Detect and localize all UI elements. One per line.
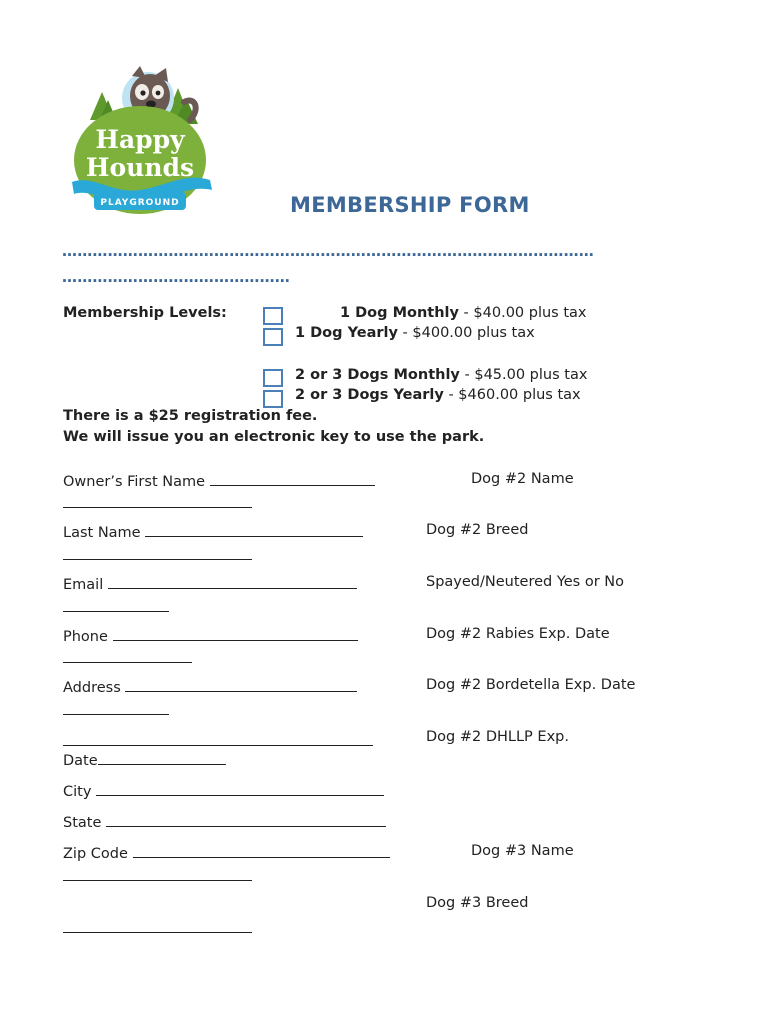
email-field[interactable]: Email xyxy=(63,574,357,593)
first-name-field[interactable]: Owner’s First Name xyxy=(63,471,375,490)
city-field[interactable]: City xyxy=(63,781,384,800)
extra-blank-line[interactable] xyxy=(63,932,252,933)
membership-levels-label: Membership Levels: xyxy=(63,305,227,321)
checkbox-1-dog-yearly[interactable] xyxy=(263,328,283,346)
dog2-bordetella-label: Dog #2 Bordetella Exp. Date xyxy=(426,677,636,693)
address-field[interactable]: Address xyxy=(63,677,357,696)
logo-line-2: Hounds xyxy=(85,153,195,182)
dotted-divider-2: ……………………………………… xyxy=(62,268,290,286)
dog2-dhllp-label: Dog #2 DHLLP Exp. xyxy=(426,729,569,745)
last-name-field[interactable]: Last Name xyxy=(63,522,363,541)
dog2-breed-label: Dog #2 Breed xyxy=(426,522,529,538)
level-1-dog-monthly: 1 Dog Monthly - $40.00 plus tax xyxy=(340,305,587,321)
last-name-continuation-line[interactable] xyxy=(63,559,252,560)
date-field[interactable]: Date xyxy=(63,750,226,769)
registration-fee-note: There is a $25 registration fee. xyxy=(63,408,318,424)
electronic-key-note: We will issue you an electronic key to use the park. xyxy=(63,429,485,445)
logo-subtitle: PLAYGROUND xyxy=(100,198,180,208)
spayed-neutered-label: Spayed/Neutered Yes or No xyxy=(426,574,625,590)
address-continuation-line[interactable] xyxy=(63,714,169,715)
dog3-name-label: Dog #3 Name xyxy=(471,843,574,859)
state-field[interactable]: State xyxy=(63,812,386,831)
checkbox-1-dog-monthly[interactable] xyxy=(263,307,283,325)
dog2-name-label: Dog #2 Name xyxy=(471,471,574,487)
email-continuation-line[interactable] xyxy=(63,611,169,612)
dotted-divider: …………………………………………………………………………………………… xyxy=(62,242,594,260)
dog3-breed-label: Dog #3 Breed xyxy=(426,895,529,911)
dog2-rabies-label: Dog #2 Rabies Exp. Date xyxy=(426,626,610,642)
level-2-3-dogs-monthly: 2 or 3 Dogs Monthly - $45.00 plus tax xyxy=(295,367,588,383)
logo-line-1: Happy xyxy=(95,125,185,154)
level-2-3-dogs-yearly: 2 or 3 Dogs Yearly - $460.00 plus tax xyxy=(295,387,581,403)
level-1-dog-yearly: 1 Dog Yearly - $400.00 plus tax xyxy=(295,325,535,341)
zip-code-field[interactable]: Zip Code xyxy=(63,843,390,862)
first-name-continuation-line[interactable] xyxy=(63,507,252,508)
checkbox-2-3-dogs-monthly[interactable] xyxy=(263,369,283,387)
zip-code-continuation-line[interactable] xyxy=(63,880,252,881)
page-title: MEMBERSHIP FORM xyxy=(290,193,530,217)
checkbox-2-3-dogs-yearly[interactable] xyxy=(263,390,283,408)
phone-continuation-line[interactable] xyxy=(63,662,192,663)
happy-hounds-logo xyxy=(62,62,218,218)
address-line-2[interactable] xyxy=(63,745,373,746)
phone-field[interactable]: Phone xyxy=(63,626,358,645)
